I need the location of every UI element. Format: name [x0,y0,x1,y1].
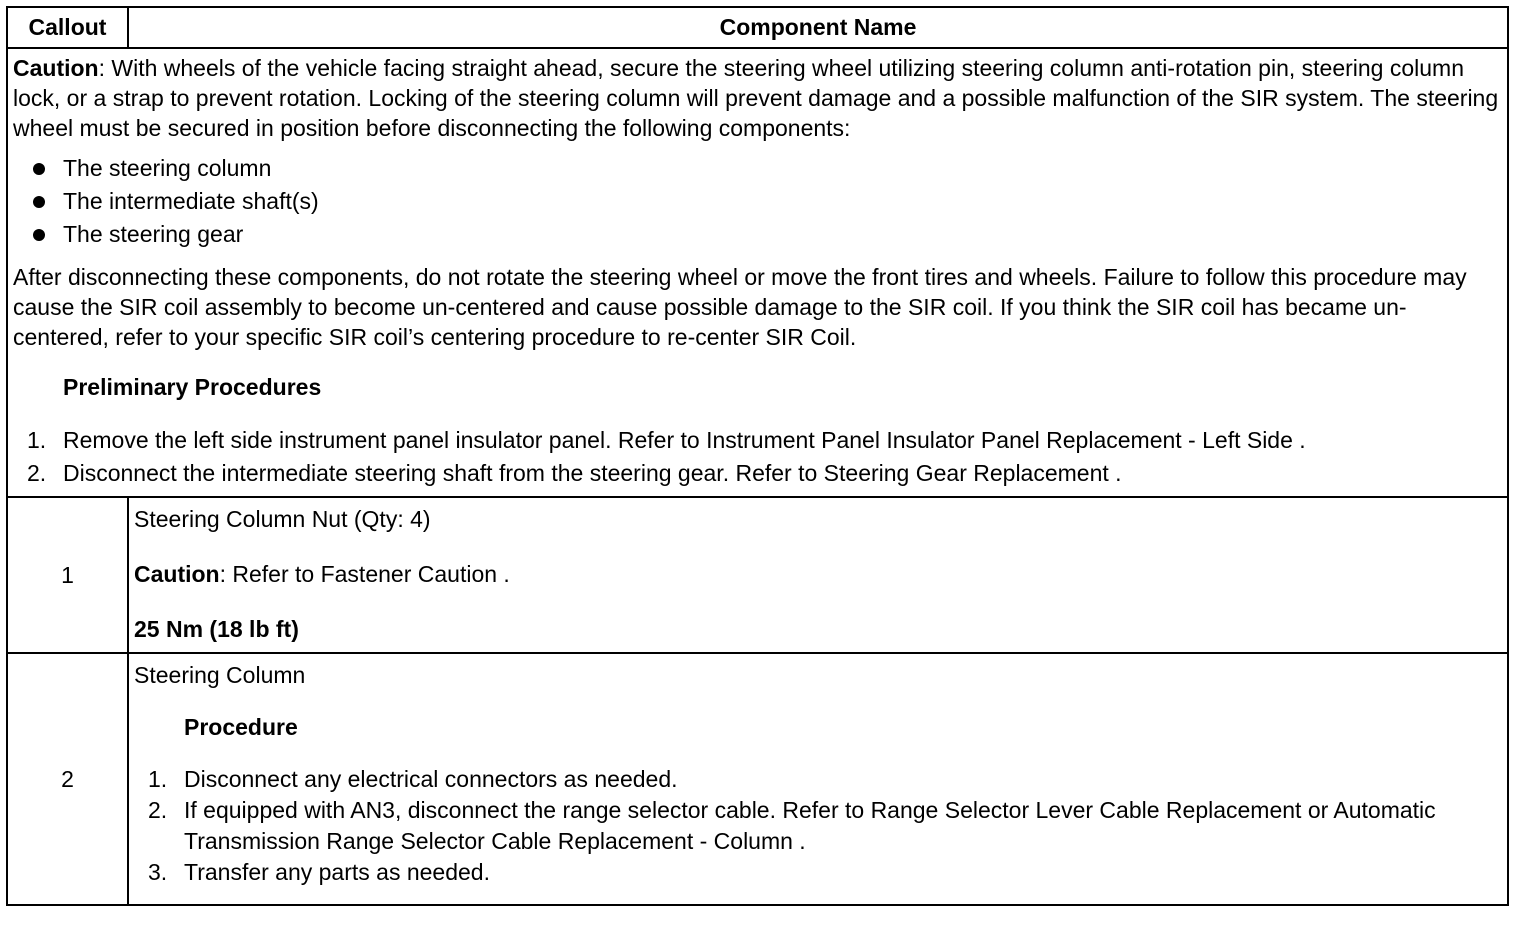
preliminary-steps [13,424,1501,490]
procedure-title: Procedure [184,714,298,740]
caution-paragraph [13,53,1501,143]
after-disconnect-paragraph: After disconnecting these components, do not rotate the steering wheel or move the front tires and wheels. Failure to follow this procedure may cause the SIR coil assembly to become un-centered and cause possible damage to the SIR coil. If you think the SIR coil has became un-centered, refer to your specific SIR coil’s centering procedure to re-center SIR Coil. [13,264,1467,350]
step-text: Transfer any parts as needed. [184,859,490,885]
step-number: 1. [27,427,47,453]
caution-cell [7,48,1508,497]
caution-label: Caution [134,561,220,587]
list-item: The steering gear [13,218,1501,251]
step-number: 2. [148,797,168,823]
procedure-steps [134,764,1501,888]
caution-row [7,48,1508,497]
preliminary-procedures-title: Preliminary Procedures [63,374,322,400]
component-name: Steering Column [134,662,306,688]
caution-text: : With wheels of the vehicle facing straight ahead, secure the steering wheel utilizing steering column anti-rotation pin, steering column lock, or a strap to prevent rotation. Locking of the steering column will prevent damage and a possible malfunction of the SIR system. The steering wheel must be secured in position before disconnecting the following components: [13,55,1499,141]
component-name: Steering Column Nut (Qty: 4) [134,506,431,532]
step-number: 3. [148,859,168,885]
procedure-table [6,6,1509,906]
step-number: 1. [148,766,168,792]
torque-spec: 25 Nm (18 lb ft) [134,616,299,642]
step-text: Remove the left side instrument panel insulator panel. Refer to Instrument Panel Insulator Panel Replacement - Left Side . [63,427,1306,453]
step-text: Disconnect the intermediate steering shaft from the steering gear. Refer to Steering Gear Replacement . [63,460,1122,486]
table-row [7,497,1508,653]
step-text: If equipped with AN3, disconnect the range selector cable. Refer to Range Selector Lever Cable Replacement or Automatic Transmission Range Selector Cable Replacement - Column . [184,797,1436,854]
caution-text: : Refer to Fastener Caution . [219,561,510,587]
step-text: Disconnect any electrical connectors as needed. [184,766,678,792]
step-number: 2. [27,460,47,486]
list-item [13,424,1501,457]
component-cell [128,653,1508,905]
list-item [134,795,1501,857]
caution-label: Caution [13,55,99,81]
callout-header: Callout [7,7,128,48]
component-bullet-list [13,152,1501,251]
table-row [7,653,1508,905]
callout-number: 2 [7,653,128,905]
list-item: The steering column [13,152,1501,185]
fastener-caution [134,559,1501,589]
component-cell [128,497,1508,653]
list-item [134,857,1501,888]
list-item: The intermediate shaft(s) [13,185,1501,218]
component-name-header: Component Name [128,7,1508,48]
list-item [13,457,1501,490]
list-item [134,764,1501,795]
callout-number: 1 [7,497,128,653]
header-row [7,7,1508,48]
